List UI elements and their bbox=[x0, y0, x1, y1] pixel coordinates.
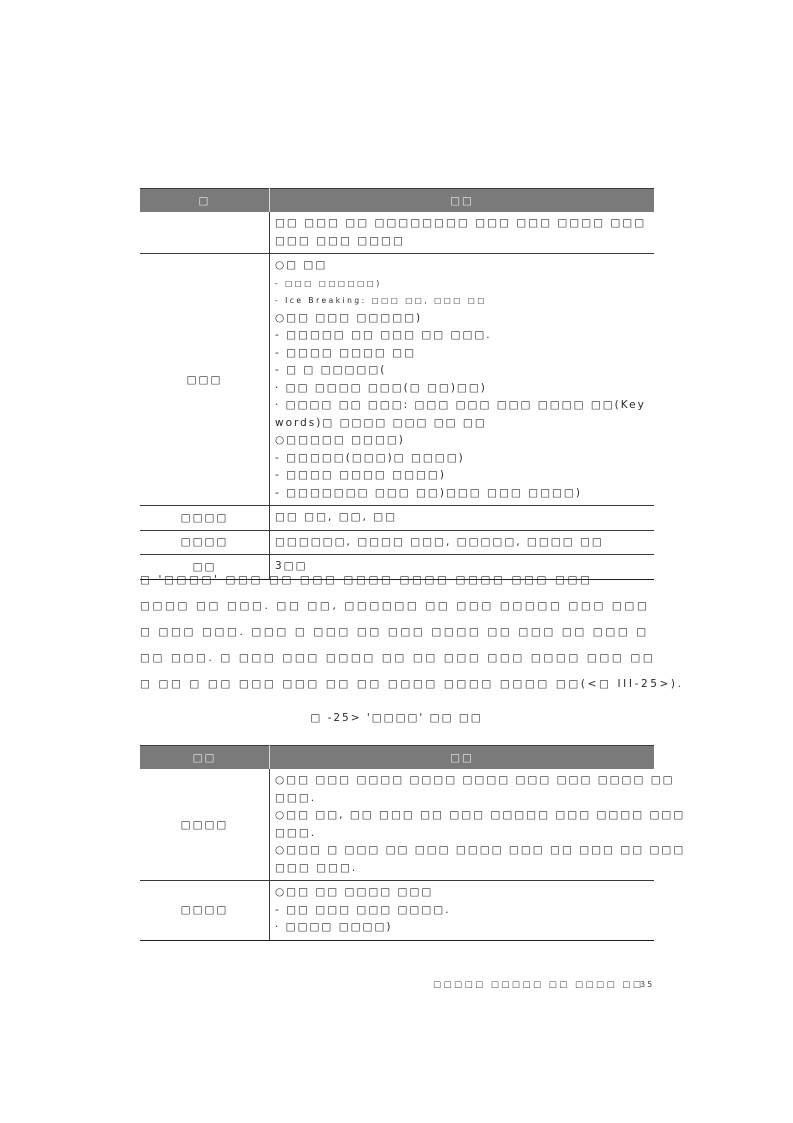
row-value: 3□□ bbox=[270, 555, 655, 580]
table-row bbox=[140, 212, 654, 254]
text-line: □□□. bbox=[275, 826, 317, 839]
text-line: - Ice Breaking: □□□ □□, □□□ □□ bbox=[275, 296, 487, 305]
table-1 bbox=[140, 188, 654, 580]
row-value bbox=[270, 769, 686, 881]
text-line: ○□ □□ bbox=[275, 259, 328, 271]
text-line: □□□ □□□ □□□□ bbox=[275, 234, 405, 247]
text-line: - □□□□ □□□□ □□ bbox=[275, 346, 417, 359]
table-row bbox=[140, 769, 654, 881]
paragraph-line: □ '□□□□' □□□ □□ □□□ □□□□ □□□□ □□□□ □□□ □□□ bbox=[140, 574, 593, 586]
paragraph-line: □□ □□□. □ □□□ □□□ □□□□ □□ □□ □□□ □□□ □□□□ □□□ □□ bbox=[140, 652, 656, 664]
text-line: - □□□□□□□ □□□ □□)□□□ □□□ □□□□) bbox=[275, 486, 582, 499]
table-row bbox=[140, 881, 654, 941]
text-line: ○□□□□□ □□□□) bbox=[275, 434, 405, 446]
text-line: - □□□□□(□□□)□ □□□□) bbox=[275, 451, 465, 464]
row-key: □□□□ bbox=[140, 530, 270, 555]
table-caption: □ -25> '□□□□' □□ □□ bbox=[310, 712, 483, 724]
text-line: ○□□ □□□ □□□□□) bbox=[275, 311, 423, 324]
text-line: - □□□□ □□□□ □□□□) bbox=[275, 469, 446, 481]
text-line: ○□□□ □ □□□ □□ □□□ □□□□ □□□ □□ □□□ □□ □□□ bbox=[275, 844, 686, 856]
text-line: words)□ □□□□ □□□ □□ □□ bbox=[275, 416, 487, 429]
text-line: · □□□□ □□ □□□: □□□ □□□ □□□ □□□□ □□(Key bbox=[275, 399, 646, 411]
text-line: · □□ □□□□ □□□(□ □□)□□) bbox=[275, 381, 487, 394]
row-key: □□□ bbox=[140, 254, 270, 506]
table-row bbox=[140, 530, 654, 555]
row-value: □□□□□□, □□□□ □□□, □□□□□, □□□□ □□ bbox=[270, 530, 655, 555]
paragraph-line: □ □□ □ □□ □□□ □□□ □□ □□ □□□□ □□□□ □□□□ □□(<□ III-25>). bbox=[140, 678, 684, 690]
text-line: □□ □□□ □□ □□□□□□□□ □□□ □□□ □□□□ □□□ bbox=[275, 217, 647, 229]
text-line: □□□ □□□. bbox=[275, 861, 358, 874]
paragraph-line: □ □□□ □□□. □□□ □ □□□ □□ □□□ □□□□ □□ □□□ □□ □□□ □ bbox=[140, 626, 649, 638]
table-1-header-col2: □□ bbox=[270, 189, 655, 213]
table-1-header-col1: □ bbox=[140, 189, 270, 213]
page-number: 35 bbox=[640, 980, 655, 989]
row-value bbox=[270, 881, 655, 941]
text-line: ○□□ □□ □□□□ □□□ bbox=[275, 886, 434, 898]
table-2-header bbox=[140, 746, 654, 770]
text-line: ○□□ □□□ □□□□ □□□□ □□□□ □□□ □□□ □□□□ □□ bbox=[275, 774, 675, 786]
paragraph-line: □□□□ □□ □□□. □□ □□, □□□□□□ □□ □□□ □□□□□ □□□ □□□ bbox=[140, 600, 650, 612]
body-paragraph bbox=[140, 567, 684, 697]
row-value bbox=[270, 212, 655, 254]
table-row bbox=[140, 506, 654, 531]
row-key: □□□□ bbox=[140, 881, 270, 941]
text-line: - □ □ □□□□□( bbox=[275, 364, 387, 376]
text-line: - □□ □□□ □□□ □□□□. bbox=[275, 903, 451, 916]
table-2-header-col2: □□ bbox=[270, 746, 655, 770]
row-key: □□□□ bbox=[140, 506, 270, 531]
table-2 bbox=[140, 745, 686, 941]
row-value bbox=[270, 254, 655, 506]
text-line: □□□. bbox=[275, 791, 317, 804]
text-line: - □□□□□ □□ □□□ □□ □□□. bbox=[275, 329, 492, 341]
table-2-header-col1: □□ bbox=[140, 746, 270, 770]
table-1-header bbox=[140, 189, 654, 213]
row-value: □□ □□, □□, □□ bbox=[270, 506, 655, 531]
row-key: □□ bbox=[140, 555, 270, 580]
row-key: □□□□ bbox=[140, 769, 270, 881]
text-line: · □□□□ □□□□) bbox=[275, 921, 393, 933]
text-line: - □□□ □□□□□□) bbox=[275, 278, 382, 288]
running-footer: □□□□□ □□□□□ □□ □□□□ □□ bbox=[433, 980, 644, 990]
table-row bbox=[140, 254, 654, 506]
text-line: ○□□ □□, □□ □□□ □□ □□□ □□□□□ □□□ □□□□ □□□ bbox=[275, 809, 686, 821]
row-key bbox=[140, 212, 270, 254]
